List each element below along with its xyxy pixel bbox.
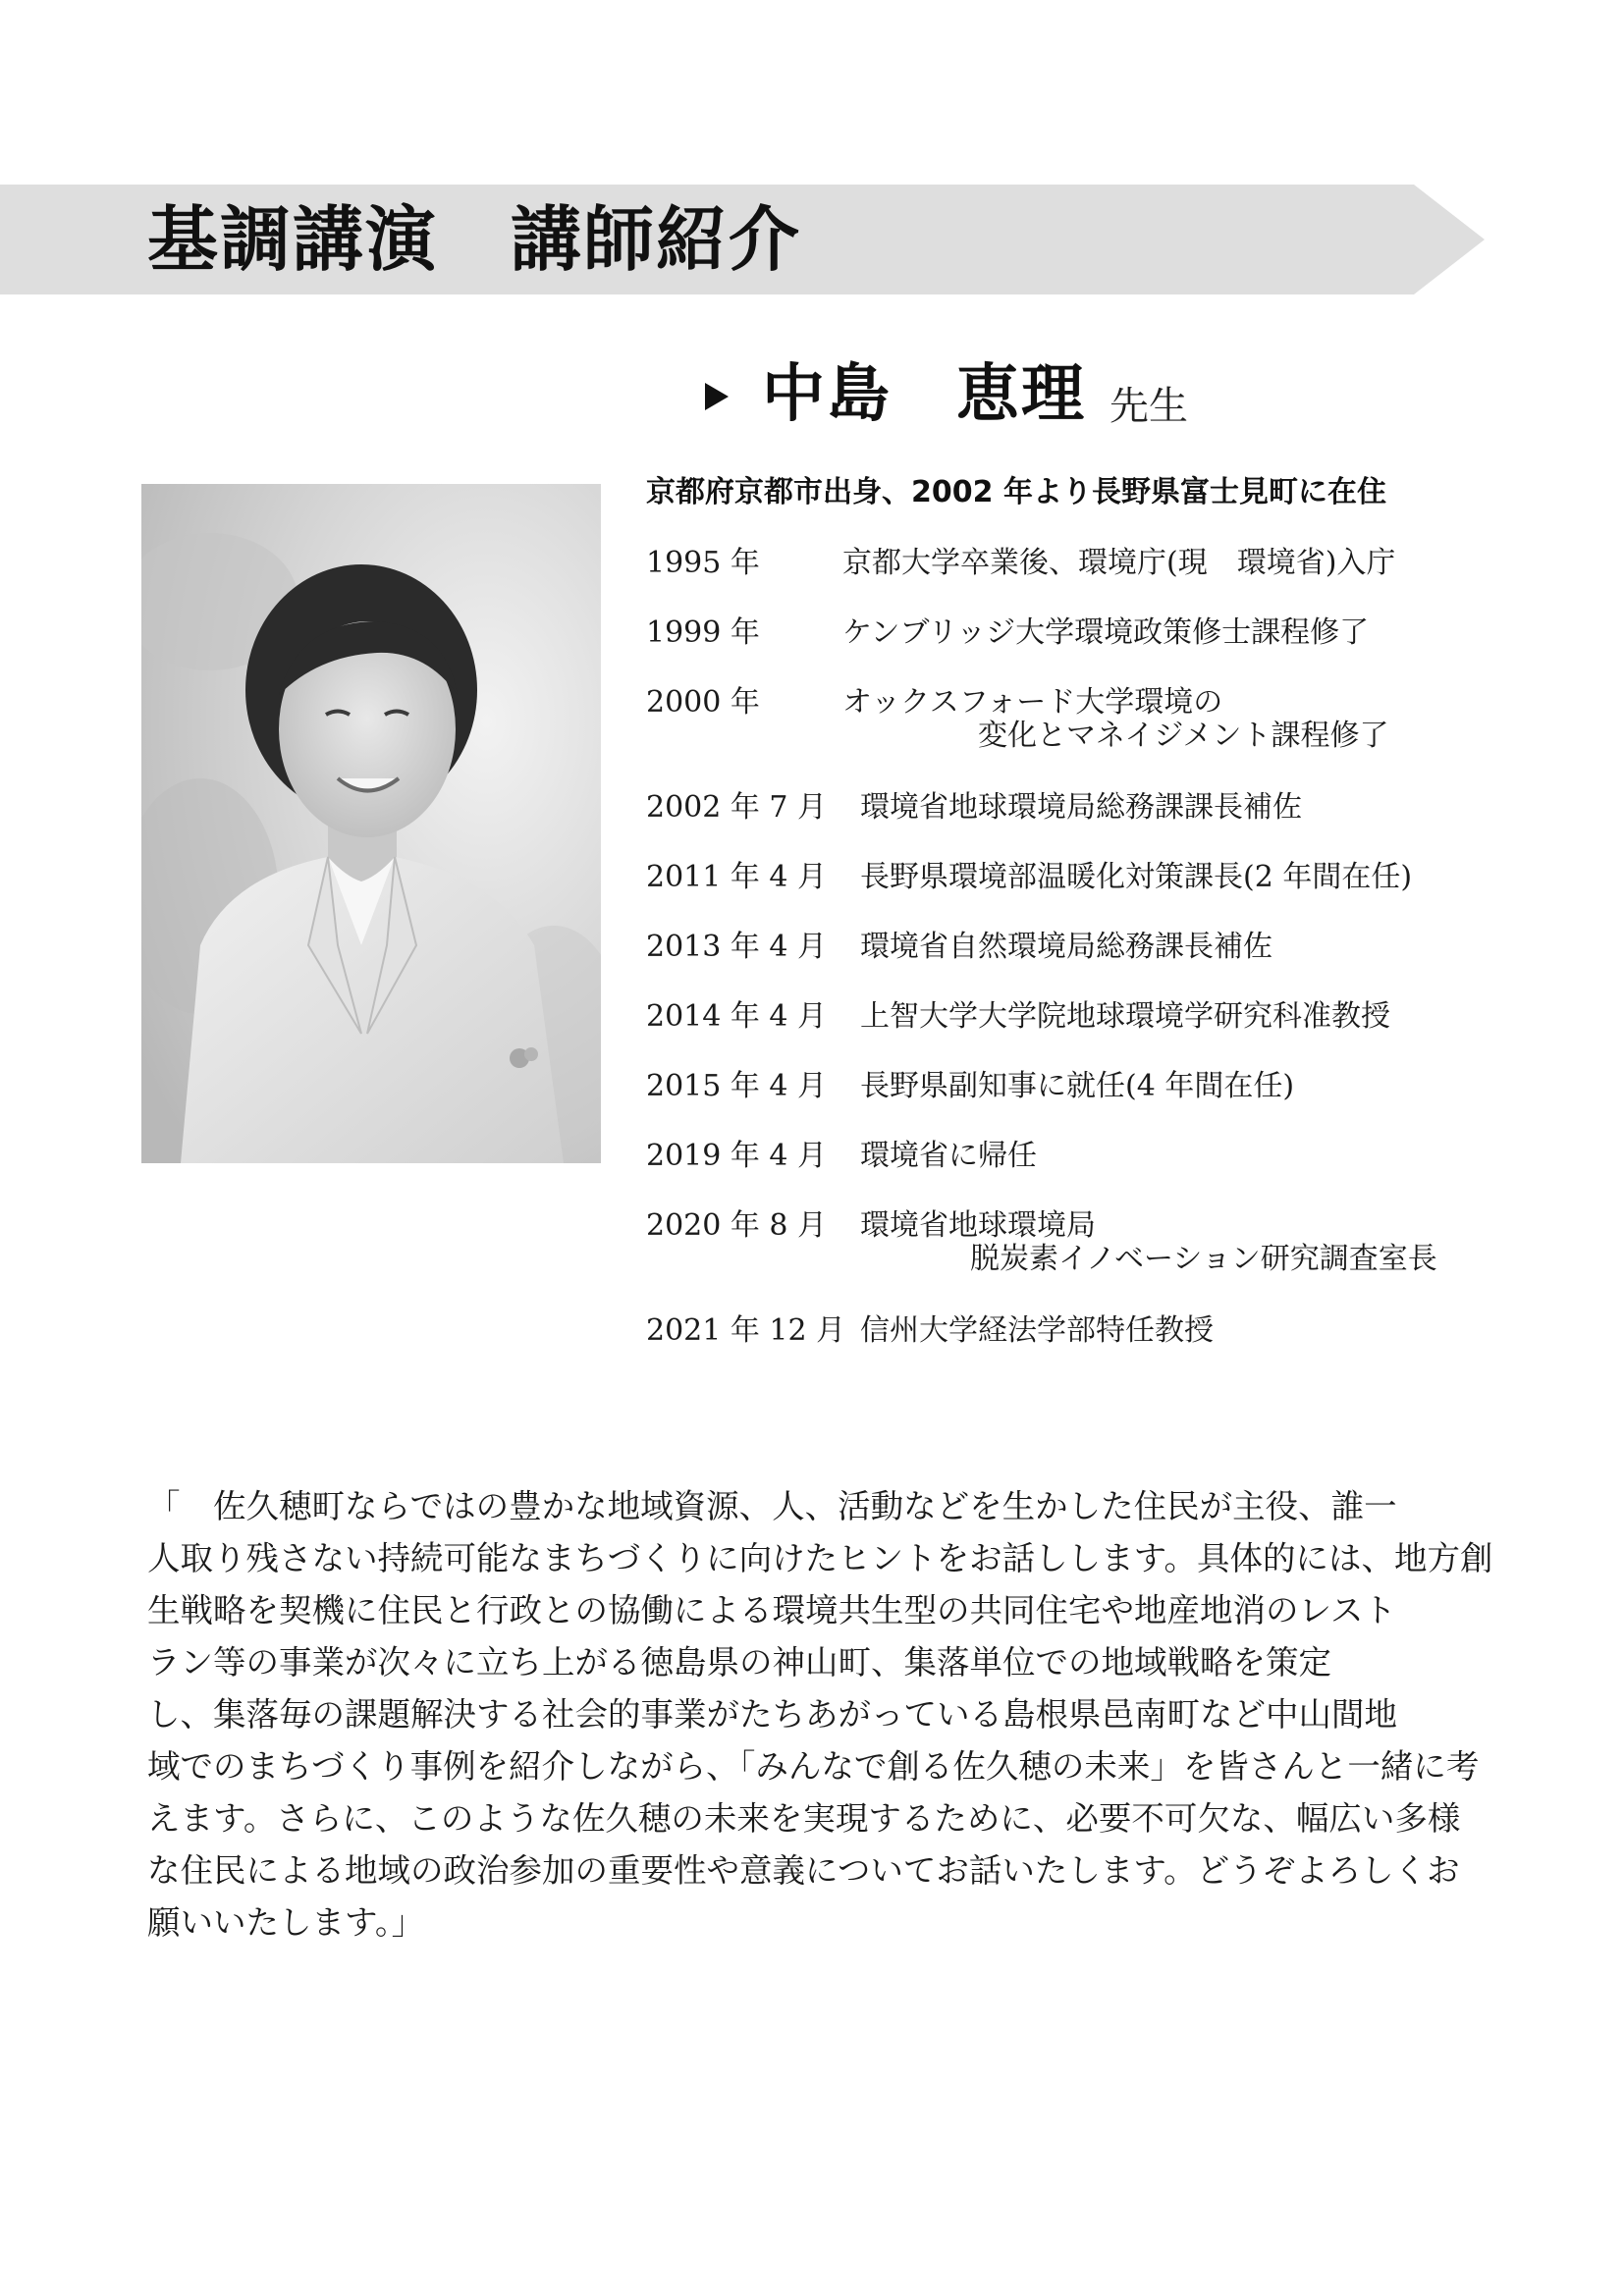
message-line: な住民による地域の政治参加の重要性や意義についてお話いたします。どうぞよろしくお [147, 1851, 1460, 1890]
speaker-message [147, 1480, 1492, 1949]
message-line: し、集落毎の課題解決する社会的事業がたちあがっている島根県邑南町など中山間地 [147, 1695, 1397, 1734]
career-item [646, 860, 1589, 895]
message-line: ラン等の事業が次々に立ち上がる徳島県の神山町、集落単位での地域戦略を策定 [147, 1643, 1331, 1682]
career-description [860, 1208, 1437, 1277]
career-item [646, 685, 1589, 753]
career-description-line: 脱炭素イノベーション研究調査室長 [970, 1242, 1437, 1276]
career-description-line: 長野県環境部温暖化対策課長(2 年間在任) [860, 860, 1413, 894]
speaker-name: 中島 恵理 [762, 358, 1086, 431]
speaker-heading [705, 346, 1188, 434]
career-item [646, 546, 1589, 581]
career-date: 1999 年 [646, 615, 760, 650]
message-line: 「 佐久穂町ならではの豊かな地域資源、人、活動などを生かした住民が主役、誰一 [147, 1487, 1397, 1525]
career-description-line: 環境省地球環境局 [860, 1208, 1096, 1243]
speaker-origin: 京都府京都市出身、2002 年より長野県富士見町に在住 [646, 475, 1386, 509]
message-line: 生戦略を契機に住民と行政との協働による環境共生型の共同住宅や地産地消のレスト [147, 1591, 1396, 1629]
career-description-line: ケンブリッジ大学環境政策修士課程修了 [842, 615, 1370, 650]
career-date: 2019 年 4 月 [646, 1139, 828, 1173]
career-description [860, 1313, 1214, 1349]
speaker-portrait [141, 484, 601, 1163]
title-banner [0, 185, 1485, 294]
career-description-line: 上智大学大学院地球環境学研究科准教授 [860, 999, 1390, 1034]
career-description [860, 999, 1390, 1035]
portrait-photo [141, 484, 601, 1163]
career-date: 2020 年 8 月 [646, 1208, 828, 1243]
career-description-line: 変化とマネイジメント課程修了 [978, 719, 1389, 753]
career-item [646, 930, 1589, 965]
message-line: 域でのまちづくり事例を紹介しながら、「みんなで創る佐久穂の未来」を皆さんと一緒に考 [147, 1747, 1480, 1786]
career-description-line: 環境省に帰任 [860, 1139, 1037, 1173]
career-description-line: オックスフォード大学環境の [842, 685, 1223, 720]
career-date: 2015 年 4 月 [646, 1069, 828, 1103]
message-line: 人取り残さない持続可能なまちづくりに向けたヒントをお話しします。具体的には、地方創 [147, 1539, 1493, 1577]
career-item [646, 1069, 1589, 1104]
career-date: 2011 年 4 月 [646, 860, 828, 894]
career-item [646, 1139, 1589, 1174]
career-item [646, 615, 1589, 651]
career-description [860, 1069, 1294, 1104]
career-date: 2002 年 7 月 [646, 790, 828, 825]
career-date: 1995 年 [646, 546, 760, 580]
career-description [860, 1139, 1037, 1174]
message-line: えます。さらに、このような佐久穂の未来を実現するために、必要不可欠な、幅広い多様 [147, 1799, 1461, 1838]
career-date: 2021 年 12 月 [646, 1313, 846, 1348]
career-description [842, 546, 1395, 581]
career-date: 2000 年 [646, 685, 760, 720]
triangle-marker-icon [705, 383, 729, 410]
career-description [860, 860, 1412, 895]
career-description [860, 930, 1272, 965]
career-list [646, 546, 1589, 1383]
career-description [860, 790, 1302, 826]
career-description-line: 京都大学卒業後、環境庁(現 環境省)入庁 [842, 546, 1396, 580]
career-item [646, 999, 1589, 1035]
career-description-line: 環境省自然環境局総務課長補佐 [860, 930, 1272, 964]
career-description-line: 環境省地球環境局総務課課長補佐 [860, 790, 1302, 825]
career-description [842, 685, 1389, 754]
career-date: 2013 年 4 月 [646, 930, 828, 964]
message-line: 願いいたします。」 [147, 1903, 425, 1942]
speaker-honorific: 先生 [1110, 384, 1188, 429]
career-description [842, 615, 1369, 651]
career-item [646, 790, 1589, 826]
career-date: 2014 年 4 月 [646, 999, 828, 1034]
career-description-line: 信州大学経法学部特任教授 [860, 1313, 1214, 1348]
career-description-line: 長野県副知事に就任(4 年間在任) [860, 1069, 1295, 1103]
page-title: 基調講演 講師紹介 [147, 198, 802, 281]
career-item [646, 1208, 1589, 1276]
career-item [646, 1313, 1589, 1349]
